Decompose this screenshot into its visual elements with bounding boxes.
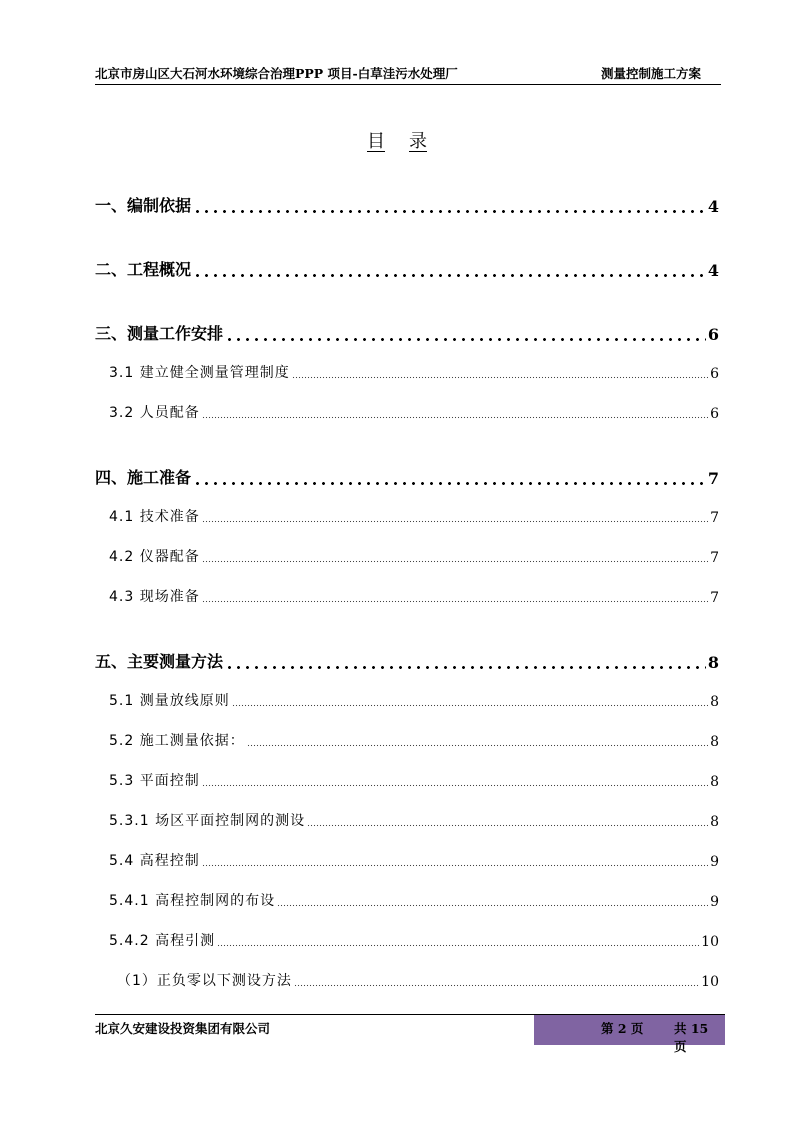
toc-entry[interactable]	[95, 649, 719, 672]
toc-entry-label: （1）正负零以下测设方法	[117, 973, 292, 989]
toc-title	[0, 127, 794, 153]
toc-entry[interactable]	[95, 690, 719, 710]
toc-entry[interactable]	[95, 730, 719, 750]
toc-entry[interactable]	[95, 402, 719, 422]
toc-leader-dots	[202, 855, 708, 867]
footer-total-pages: 共 15 页	[674, 1021, 709, 1054]
toc-entry[interactable]	[95, 850, 719, 870]
toc-entry[interactable]	[95, 546, 719, 566]
toc-entry-page: 9	[710, 894, 719, 910]
page-header	[95, 60, 721, 85]
toc-leader-dots	[202, 591, 708, 603]
toc-entry-label: 5.2 施工测量依据：	[109, 733, 245, 749]
toc-leader-dots	[294, 975, 699, 987]
toc-entry-page: 8	[710, 814, 719, 830]
toc-entry-page: 6	[710, 366, 719, 382]
toc-entry[interactable]	[95, 321, 719, 344]
toc-entry-label: 三、测量工作安排	[95, 324, 224, 343]
toc-entry-label: 4.2 仪器配备	[109, 549, 200, 565]
toc-entry[interactable]	[95, 810, 719, 830]
footer-company-name: 北京久安建设投资集团有限公司	[95, 1021, 271, 1036]
toc-leader-dots	[247, 735, 708, 747]
toc-leader-dots	[193, 200, 706, 214]
toc-entry-page: 6	[707, 325, 719, 344]
toc-leader-dots	[307, 815, 708, 827]
toc-entry-page: 10	[701, 934, 719, 950]
toc-entry-page: 8	[710, 774, 719, 790]
toc-entry-label: 3.1 建立健全测量管理制度	[109, 365, 290, 381]
toc-leader-dots	[202, 407, 708, 419]
toc-entry[interactable]	[95, 193, 719, 216]
toc-entry-label: 5.3 平面控制	[109, 773, 200, 789]
toc-entry-page: 9	[710, 854, 719, 870]
toc-entry-label: 5.1 测量放线原则	[109, 693, 230, 709]
toc-entry[interactable]	[95, 257, 719, 280]
toc-leader-dots	[225, 656, 706, 670]
toc-leader-dots	[217, 935, 699, 947]
toc-entry-label: 4.1 技术准备	[109, 509, 200, 525]
footer-current-page: 第 2 页	[601, 1021, 644, 1036]
toc-leader-dots	[193, 472, 706, 486]
toc-leader-dots	[277, 895, 708, 907]
toc-entry-page: 7	[710, 550, 719, 566]
toc-entry-page: 8	[710, 734, 719, 750]
toc-entry-page: 7	[710, 590, 719, 606]
toc-leader-dots	[202, 511, 708, 523]
page-footer	[95, 1014, 725, 1054]
toc-entry-label: 四、施工准备	[95, 468, 192, 487]
toc-entry-label: 5.4.1 高程控制网的布设	[109, 893, 276, 909]
toc-leader-dots	[232, 695, 708, 707]
toc-entry[interactable]	[95, 970, 719, 990]
toc-entry-page: 4	[707, 261, 719, 280]
toc-entry-page: 7	[707, 469, 719, 488]
toc-leader-dots	[202, 551, 708, 563]
header-document-title: 测量控制施工方案	[600, 66, 701, 81]
toc-entry-page: 4	[707, 197, 719, 216]
toc-entry[interactable]	[95, 362, 719, 382]
toc-entry[interactable]	[95, 465, 719, 488]
toc-entry-label: 五、主要测量方法	[95, 652, 224, 671]
toc-leader-dots	[225, 328, 706, 342]
toc-entry-page: 8	[707, 653, 719, 672]
toc-leader-dots	[292, 367, 708, 379]
footer-page-box	[534, 1015, 725, 1054]
toc-entry[interactable]	[95, 506, 719, 526]
toc-entry-page: 8	[710, 694, 719, 710]
toc-entry-label: 5.4 高程控制	[109, 853, 200, 869]
toc-entry[interactable]	[95, 930, 719, 950]
toc-entry-page: 6	[710, 406, 719, 422]
header-project-name: 北京市房山区大石河水环境综合治理PPP 项目-白草洼污水处理厂	[95, 66, 458, 81]
toc-leader-dots	[202, 775, 708, 787]
toc-entry-label: 二、工程概况	[95, 260, 192, 279]
toc-entry-label: 3.2 人员配备	[109, 405, 200, 421]
toc-entry-label: 4.3 现场准备	[109, 589, 200, 605]
toc-entry-label: 5.3.1 场区平面控制网的测设	[109, 813, 306, 829]
toc-entry-label: 5.4.2 高程引测	[109, 933, 216, 949]
toc-entry[interactable]	[95, 586, 719, 606]
toc-title-part1: 目	[367, 131, 385, 152]
toc-entry-page: 7	[710, 510, 719, 526]
toc-entry-page: 10	[701, 974, 719, 990]
toc-title-part2: 录	[409, 131, 427, 152]
toc-entry[interactable]	[95, 890, 719, 910]
toc-entry-label: 一、编制依据	[95, 196, 192, 215]
toc-leader-dots	[193, 264, 706, 278]
toc-entry[interactable]	[95, 770, 719, 790]
